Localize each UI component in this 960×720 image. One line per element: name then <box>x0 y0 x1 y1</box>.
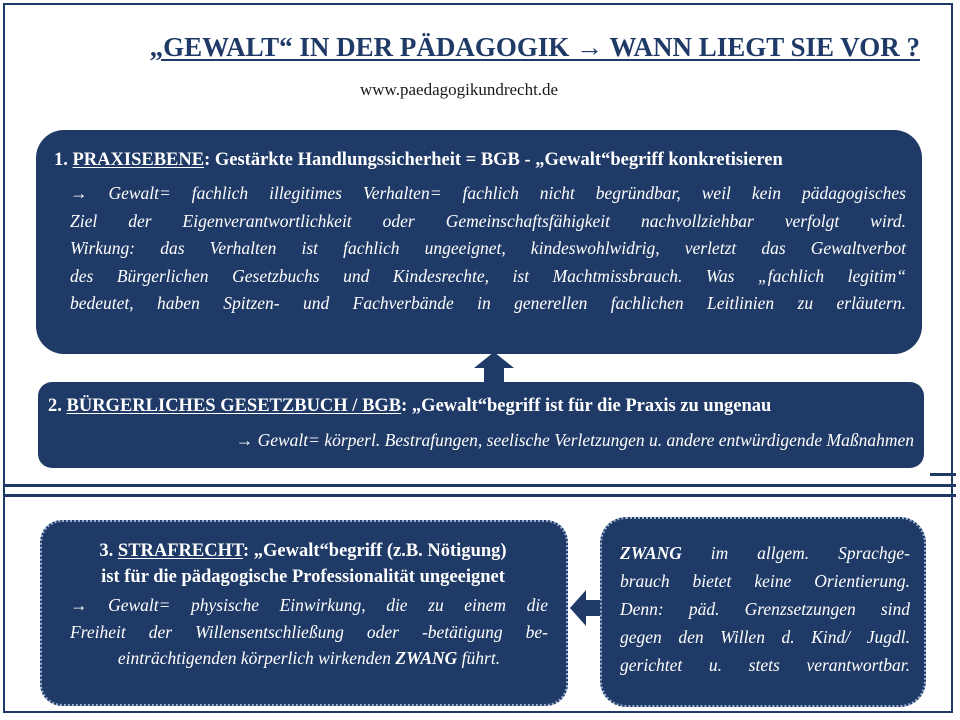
bgb-text: → Gewalt= körperl. Bestrafungen, seelische Verletzungen u. andere entwürdigende Maßnahmen <box>235 430 914 450</box>
text-line: gerichtet u. stets verantwortbar. <box>620 655 910 675</box>
praxisebene-box <box>36 130 922 354</box>
text-line: brauch bietet keine Orientierung. <box>620 571 910 591</box>
slide-title: „GEWALT“ IN DER PÄDAGOGIK → WANN LIEGT SIE VOR ? <box>149 32 920 62</box>
text-line: Ziel der Eigenverantwortlichkeit oder Gemeinschaftsfähigkeit nachvollziehbar verfolgt wird. <box>70 210 906 231</box>
strafrecht-text <box>52 592 554 672</box>
text-line: des Bürgerlichen Gesetzbuchs und Kindesrechte, ist Machtmissbrauch. Was „fachlich legitim“ <box>70 265 906 286</box>
praxisebene-text <box>54 180 912 318</box>
praxisebene-heading: 1. PRAXISEBENE: Gestärkte Handlungssicherheit = BGB - „Gewalt“begriff konkretisieren <box>54 150 783 170</box>
divider-line-bottom <box>3 494 956 497</box>
text-line: Wirkung: das Verhalten ist fachlich ungeeignet, kindeswohlwidrig, verletzt das Gewaltverbot <box>70 238 906 258</box>
text-line: bedeutet, haben Spitzen- und Fachverbände in generellen fachlichen Leitlinien zu erläutern. <box>70 293 906 313</box>
bgb-heading: 2. BÜRGERLICHES GESETZBUCH / BGB: „Gewalt“begriff ist für die Praxis zu ungenau <box>48 396 772 416</box>
zwang-box <box>600 517 926 707</box>
website-url: www.paedagogikundrecht.de <box>360 80 559 99</box>
text-line: → Gewalt= fachlich illegitimes Verhalten= fachlich nicht begründbar, weil kein pädagogisches <box>70 183 906 203</box>
divider-line-top <box>3 484 956 487</box>
strafrecht-heading: 3. STRAFRECHT: „Gewalt“begriff (z.B. Nötigung) <box>99 541 507 561</box>
strafrecht-heading-2: ist für die pädagogische Professionalität ungeeignet <box>101 567 505 587</box>
strafrecht-label: STRAFRECHT <box>117 541 243 561</box>
bgb-box <box>38 382 924 468</box>
text-line: Freiheit der Willensentschließung oder -betätigung be- <box>70 621 548 642</box>
zwang-word: ZWANG <box>620 543 682 563</box>
text-line: → Gewalt= physische Einwirkung, die zu einem die <box>70 595 548 615</box>
zwang-emphasis: ZWANG <box>395 648 458 668</box>
text-line: einträchtigenden körperlich wirkenden ZWANG führt. <box>117 648 501 668</box>
text-line: Denn: päd. Grenzsetzungen sind <box>620 599 910 619</box>
divider-stub <box>930 473 956 476</box>
text-line: ZWANG im allgem. Sprachge- <box>620 543 910 563</box>
text-line: gegen den Willen d. Kind/ Jugdl. <box>620 627 910 647</box>
bgb-label: BÜRGERLICHES GESETZBUCH / BGB <box>66 396 402 416</box>
praxisebene-label: PRAXISEBENE <box>72 150 205 170</box>
zwang-text <box>620 539 910 679</box>
arrow-up-icon <box>474 352 514 382</box>
strafrecht-box <box>40 520 568 706</box>
arrow-left-icon <box>570 586 604 630</box>
